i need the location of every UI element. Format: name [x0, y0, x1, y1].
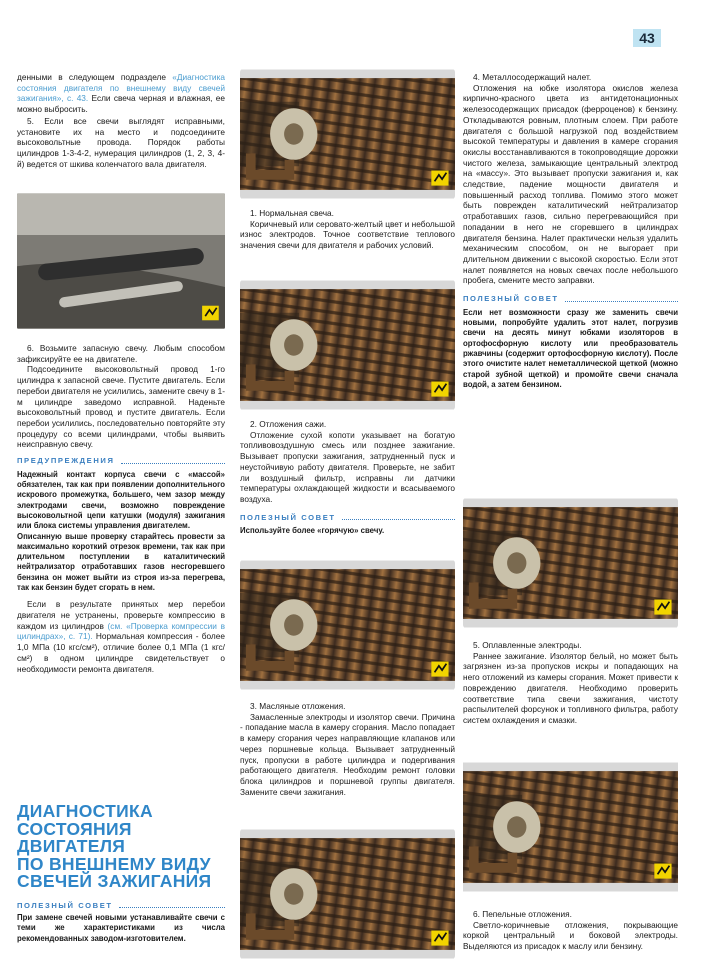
caption-2 [240, 419, 455, 537]
column-left-lower [17, 343, 225, 674]
caption-4 [463, 72, 678, 390]
caption-4-text: Отложения на юбке изолятора окислов железа кирпично-красного цвета из антидетонационных железосодержащих присадок (ферроценов) к бензину. Откладываются ровным, плотным слоем. При работе двигателя с большой нагрузкой под воздействием высокой температуры и давления в камере сгорания окислы восстанавливаются в токопроводящие дорожки чистого железа, замыкающие центральный электрод на «массу». Это вызывает пропуски зажигания и, как следствие, падение мощности двигателя и повышенный расход топлива. Помимо этого может быть поврежден каталитический нейтрализатор отработавших газов, сильно перегревающийся при попадании в него не сгоревшего в цилиндрах двигателя бензина. Налет практически нельзя удалить механическим способом, он не выгорает при длительном движении с высокой скоростью. Если этот налет появляется на новых свечах после небольшого пробега, смените место заправки. [463, 82, 678, 286]
caption-6-title: 6. Пепельные отложения. [473, 909, 572, 919]
paragraph-compression: Если в результате принятых мер перебои двигателя не устранены, проверьте компрессию в каждом из цилиндров (см. «Проверка компрессии в цилиндрах», с. 71). Нормальная компрессия - более 1,0 МПа (10 кгс/см²), отличие более 0,1 МПа (1 кгс/см²) в одном цилиндре свидетельствует о необходимости ремонта двигателя. [17, 599, 225, 674]
plug-photo-3 [240, 560, 455, 690]
caption-4-title: 4. Металлосодержащий налет. [473, 72, 592, 82]
warnings-header: ПРЕДУПРЕЖДЕНИЯ [17, 456, 225, 467]
tip-text-2: Используйте более «горячую» свечу. [240, 526, 385, 536]
plug-photo-5 [463, 498, 678, 628]
caption-1-text: Коричневый или серовато-желтый цвет и небольшой износ электродов. Точное соответствие теплового значения свечи для двигателя и рабочих условий. [240, 218, 456, 251]
tip-text: При замене свечей новыми устанавливайте свечи с теми же характеристиками из числа рекомендованных заводом-изготовителем. [17, 913, 225, 943]
section-title: ДИАГНОСТИКА СОСТОЯНИЯ ДВИГАТЕЛЯ ПО ВНЕШНЕМУ ВИДУ СВЕЧЕЙ ЗАЖИГАНИЯ [17, 801, 212, 892]
link-compression[interactable]: (см. «Проверка компрессии в цилиндрах», с. 71). [17, 620, 225, 642]
page-number: 43 [633, 29, 661, 47]
caption-3-title: 3. Масляные отложения. [250, 701, 346, 711]
caption-3 [240, 701, 455, 797]
caption-1-title: 1. Нормальная свеча. [250, 208, 334, 218]
tip-bottom-left [17, 901, 225, 944]
column-left [17, 72, 225, 170]
warning-2: Описанную выше проверку старайтесь провести за максимально короткий отрезок времени, так как при длительном поступлении в каталитический нейтрализатор отработавших газов несгоревшего бензина он может выйти из строя из-за перегрева, так как бензин будет сгорать в нем. [17, 531, 225, 592]
plug-photo-6 [463, 757, 678, 897]
warnings-block [17, 470, 225, 594]
caption-5-title: 5. Оплавленные электроды. [473, 640, 582, 650]
paragraph-check: Подсоедините высоковольтный провод 1-го цилиндра к запасной свече. Пустите двигатель. Если перебои двигателя не усилились, замените свечу в 1-м цилиндре заведомо исправной. Наденьте высоковольтный провод и пустите двигатель. Если перебои усилились, последовательно повторяйте эту процедуру со всеми цилиндрами, чтобы выявить неисправную свечу. [17, 364, 226, 450]
caption-1 [240, 208, 455, 251]
tip-header-2: ПОЛЕЗНЫЙ СОВЕТ [240, 513, 455, 524]
tip-text-3: Если нет возможности сразу же заменить свечи новыми, попробуйте удалить этот налет, погрузив свечи на десять минут юбками изоляторов в ортофосфорную кислоту или преобразователь ржавчины (содержит ортофосфорную кислоту). После этого очистите налет неметаллической щеткой (можно старой зубной щеткой) и промойте свечи сначала водой, а затем бензином. [463, 307, 678, 389]
plug-photo-1 [240, 69, 455, 199]
link-diagnostics[interactable]: «Диагностика состояния двигателя по внешнему виду свечей зажигания», с. 43. [17, 72, 225, 104]
caption-2-text: Отложение сухой копоти указывает на богатую топливовоздушную смесь или позднее зажигание. Вызывает пропуски зажигания, затрудненный пуск и неустойчивую работу двигателя. Проверьте, не забит ли воздушный фильтр, исправны ли датчики температуры охлаждающей жидкости и всасываемого воздуха. [240, 429, 455, 504]
plug-photo-2 [240, 280, 455, 410]
warning-1: Надежный контакт корпуса свечи с «массой» обязателен, так как при появлении дополнительного искрового промежутка, большего, чем зазор между электродами свечи, возможно повреждение высоковольтной цепи катушки (модуля) зажигания или блока системы управления двигателем. [17, 469, 225, 531]
plug-photo-4 [240, 829, 455, 959]
caption-5-text: Раннее зажигание. Изолятор белый, но может быть загрязнен из-за пропусков искры и попадающих на него отложений из камеры сгорания. Может привести к повреждению двигателя. Необходимо проверить соответствие типа свечи зажигания, чистоту распылителей форсунок и топливного фильтра, работу систем охлаждения и смазки. [463, 650, 678, 725]
caption-2-title: 2. Отложения сажи. [250, 419, 327, 429]
paragraph-intro: денными в следующем подразделе «Диагностика состояния двигателя по внешнему виду свечей зажигания», с. 43. Если свеча черная и влажная, ее можно выбросить. [17, 72, 225, 115]
tip-header-3: ПОЛЕЗНЫЙ СОВЕТ [463, 294, 678, 305]
photo-caption-step6: 6. Возьмите запасную свечу. Любым способом зафиксируйте ее на двигателе. [17, 343, 225, 364]
caption-6-text: Светло-коричневые отложения, покрывающие коркой центральный и боковой электроды. Выделяются из присадок к маслу или бензину. [463, 919, 678, 952]
paragraph-step5: 5. Если все свечи выглядят исправными, установите их на место и подсоедините высоковольтные провода. Порядок работы цилиндров 1-3-4-2, нумерация цилиндров (1, 2, 3, 4-й) ведется от шкива коленчатого вала двигателя. [17, 115, 225, 169]
caption-5 [463, 640, 678, 726]
caption-3-text: Замасленные электроды и изолятор свечи. Причина - попадание масла в камеру сгорания. Масло попадает в камеру сгорания через направляющие клапанов или через поршневые кольца. Вызывает затрудненный пуск, пропуски в работе цилиндра и подергивания работающего двигателя. Необходим ремонт головки блока цилиндров и поршневой группы двигателя. Замените свечи зажигания. [240, 711, 455, 797]
engine-photo [17, 192, 225, 330]
caption-6 [463, 909, 678, 952]
tip-header: ПОЛЕЗНЫЙ СОВЕТ [17, 901, 225, 910]
